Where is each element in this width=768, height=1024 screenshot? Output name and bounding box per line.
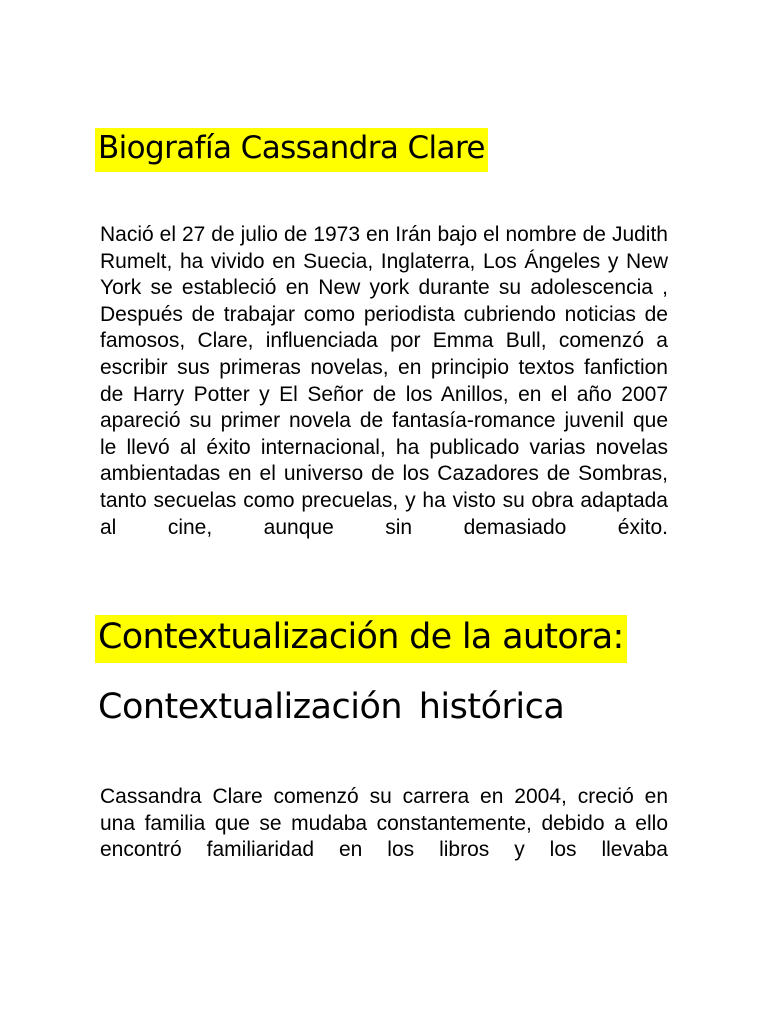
subsection-heading: Contextualización histórica (98, 687, 565, 727)
section-heading (98, 617, 627, 657)
title-highlight: Biografía Cassandra Clare (95, 128, 488, 172)
biography-paragraph: Nació el 27 de julio de 1973 en Irán bajo el nombre de Judith Rumelt, ha vivido en Suecia, Inglaterra, Los Ángeles y New York se estableció en New york durante su adolescencia , Después de trabajar como periodista cubriendo noticias de famosos, Clare, influenciada por Emma Bull, comenzó a escribir sus primeras novelas, en principio textos fanfiction de Harry Potter y El Señor de los Anillos, en el año 2007 apareció su primer novela de fantasía-romance juvenil que le llevó al éxito internacional, ha publicado varias novelas ambientadas en el universo de los Cazadores de Sombras, tanto secuelas como precuelas, y ha visto su obra adaptada al cine, aunque sin demasiado éxito. (100, 223, 668, 539)
page-title (98, 130, 488, 166)
section-heading-highlight: Contextualización de la autora: (95, 615, 627, 663)
historical-context-paragraph: Cassandra Clare comenzó su carrera en 2004, creció en una familia que se mudaba constantemente, debido a ello encontró familiaridad en los libros y los llevaba (100, 785, 668, 862)
